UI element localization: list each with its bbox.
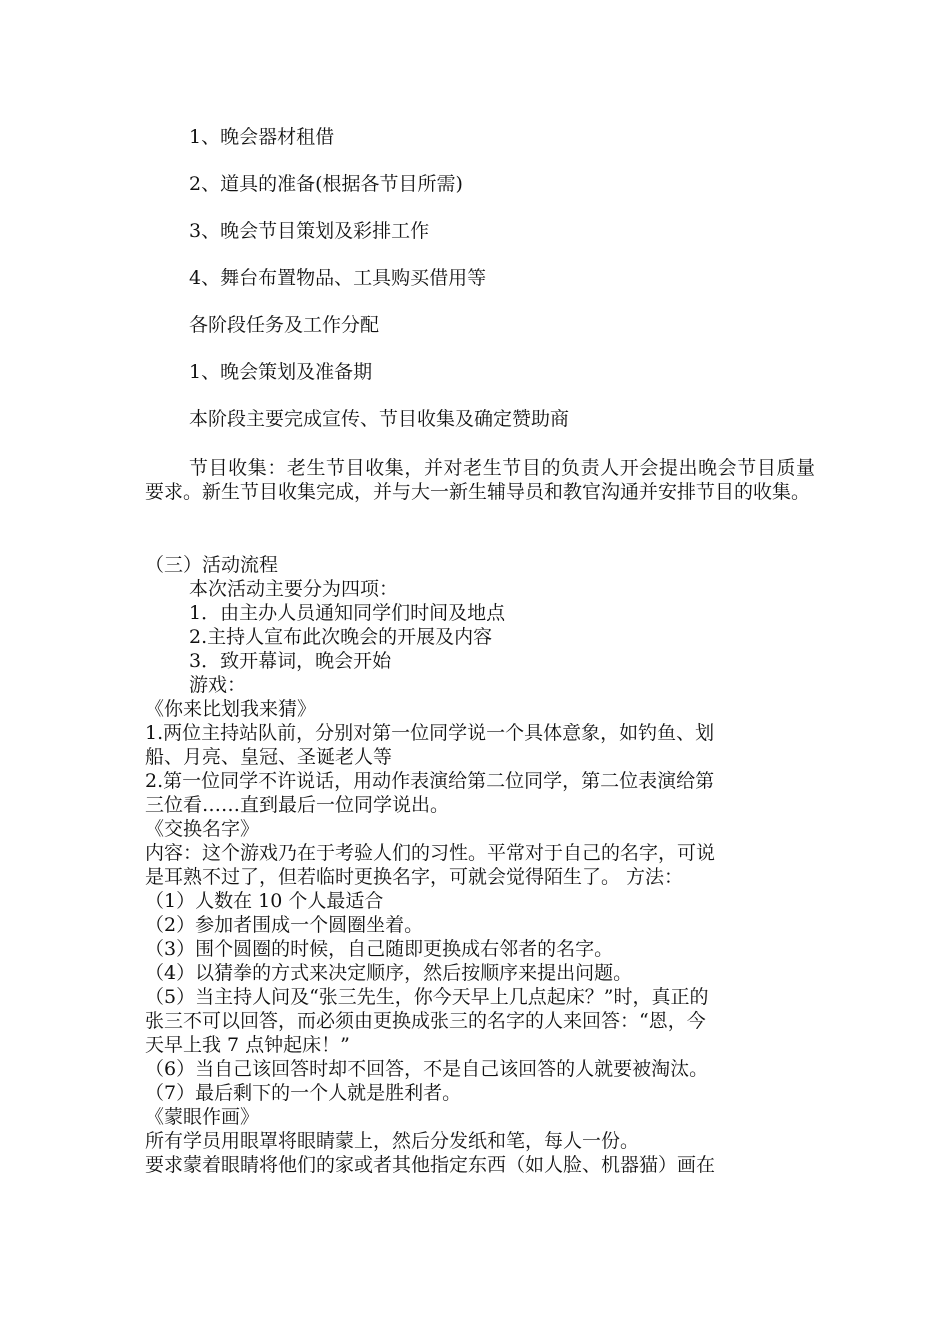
game-2-line: （5）当主持人问及“张三先生，你今天早上几点起床？”时，真正的	[145, 986, 709, 1008]
process-item-2: 2.主持人宣布此次晚会的开展及内容	[189, 626, 493, 648]
game-2-line: （7）最后剩下的一个人就是胜利者。	[145, 1082, 462, 1104]
game-3-line: 所有学员用眼罩将眼睛蒙上，然后分发纸和笔，每人一份。	[145, 1130, 640, 1152]
list-item-planning: 3、晚会节目策划及彩排工作	[189, 220, 430, 242]
stage-heading: 各阶段任务及工作分配	[189, 314, 380, 336]
games-label: 游戏：	[189, 674, 247, 696]
game-2-line: （1）人数在 10 个人最适合	[145, 890, 384, 912]
game-1-section	[145, 697, 815, 817]
game-2-line: （3）围个圆圈的时候，自己随即更换成右邻者的名字。	[145, 938, 614, 960]
stage-item: 1、晚会策划及准备期	[189, 361, 373, 383]
game-2-line: （2）参加者围成一个圆圈坐着。	[145, 914, 424, 936]
game-1-line: 三位看……直到最后一位同学说出。	[145, 794, 450, 816]
game-1-line: 1.两位主持站队前，分别对第一位同学说一个具体意象，如钓鱼、划	[145, 722, 715, 744]
game-2-line: 是耳熟不过了，但若临时更换名字，可就会觉得陌生了。 方法：	[145, 866, 684, 888]
stage-description: 本阶段主要完成宣传、节目收集及确定赞助商	[189, 408, 570, 430]
game-2-line: 天早上我 7 点钟起床！”	[145, 1034, 350, 1056]
process-item-1: 1．由主办人员通知同学们时间及地点	[189, 602, 506, 624]
list-item-stage-supplies: 4、舞台布置物品、工具购买借用等	[189, 267, 487, 289]
game-2-section	[145, 817, 815, 1105]
game-2-line: 张三不可以回答，而必须由更换成张三的名字的人来回答：“恩，今	[145, 1010, 706, 1032]
process-heading: （三）活动流程	[145, 554, 279, 576]
game-2-line: （6）当自己该回答时却不回答，不是自己该回答的人就要被淘汰。	[145, 1058, 709, 1080]
game-2-line: （4）以猜拳的方式来决定顺序，然后按顺序来提出问题。	[145, 962, 633, 984]
list-item-equipment: 1、晚会器材租借	[189, 126, 335, 148]
game-3-line: 要求蒙着眼睛将他们的家或者其他指定东西（如人脸、机器猫）画在	[145, 1154, 716, 1176]
game-1-title: 《你来比划我来猜》	[145, 698, 317, 720]
program-collection-paragraph: 节目收集：老生节目收集，并对老生节目的负责人开会提出晚会节目质量要求。新生节目收集完成，并与大一新生辅导员和教官沟通并安排节目的收集。	[145, 457, 815, 503]
game-2-line: 内容：这个游戏乃在于考验人们的习性。平常对于自己的名字，可说	[145, 842, 716, 864]
game-2-title: 《交换名字》	[145, 818, 260, 840]
process-intro: 本次活动主要分为四项：	[189, 578, 399, 600]
game-3-title: 《蒙眼作画》	[145, 1106, 260, 1128]
game-1-line: 船、月亮、皇冠、圣诞老人等	[145, 746, 393, 768]
process-item-3: 3．致开幕词，晚会开始	[189, 650, 392, 672]
list-item-props: 2、道具的准备(根据各节目所需)	[189, 173, 463, 195]
game-1-line: 2.第一位同学不许说话，用动作表演给第二位同学，第二位表演给第	[145, 770, 715, 792]
game-3-section	[145, 1105, 815, 1177]
